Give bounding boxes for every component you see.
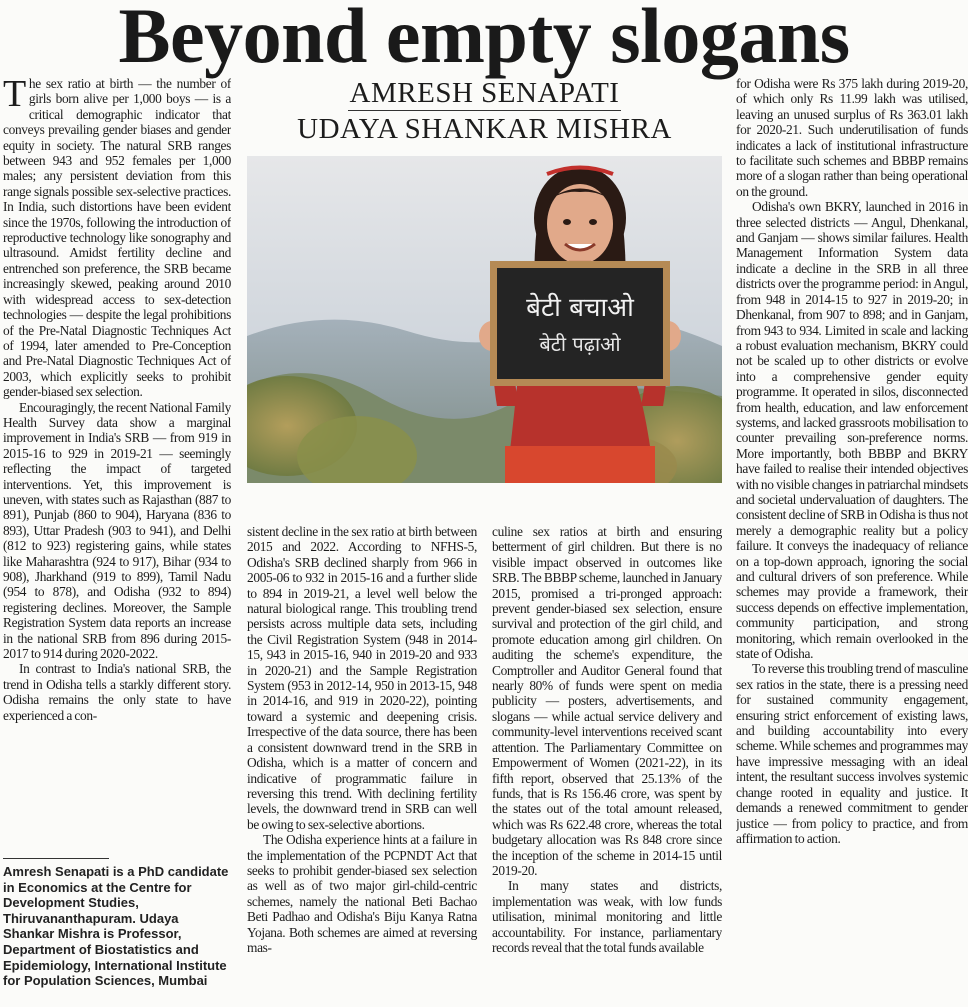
article-column-4 xyxy=(736,76,968,1007)
paragraph-text: he sex ratio at birth — the number of girls born alive per 1,000 boys — is a critical demographic indicator that conveys prevailing gender biases and gender equity in society. The natural SRB ranges between 943 and 952 females per 1,000 males; any persistent deviation from this range signals possible sex-selective practices. In India, such distortions have been evident since the 1970s, following the introduction of reproductive technology like sonography and ultrasound. Amidst fertility decline and entrenched son preference, the SRB became increasingly skewed, peaking around 2010 with widespread access to sex-detection technologies — despite the legal prohibitions of the Pre-Natal Diagnostic Techniques Act of 1994, later amended to Pre-Conception and Pre-Natal Diagnostic Techniques Act of 2003, which explicitly seeks to prohibit gender-biased sex selection. xyxy=(3,76,231,400)
article-photo xyxy=(247,156,722,483)
slate-text-line2: बेटी पढ़ाओ xyxy=(539,332,621,356)
girl-with-slate-photo xyxy=(247,156,722,483)
paragraph: Odisha's own BKRY, launched in 2016 in three selected districts — Angul, Dhenkanal, and Ganjam — shows similar failures. Health Management Information System data indicate a decline in the SRB in all three districts over the programme period: in Angul, from 948 in 2014-15 to 927 in 2019-20; in Dhenkanal, from 907 to 898; and in Ganjam, from 943 to 934. Limited in scale and lacking a robust evaluation mechanism, BKRY could not be scaled up to other districts or evolve into a comprehensive gender equity programme. It operated in silos, disconnected from health, education, and law enforcement systems, and lacked grassroots mobilisation to counter prevailing son-preference norms. More importantly, both BBBP and BKRY have failed to realise their intended objectives with no visible changes in patriarchal mindsets and societal undervaluation of daughters. The consistent decline of SRB in Odisha is thus not merely a demographic reality but a policy failure. It conveys the inadequacy of reliance on a top-down approach, ignoring the social and cultural drivers of son preference. While schemes may provide a framework, their success depends on effective implementation, community participation, and strong monitoring, which remain overlooked in the state of Odisha. xyxy=(736,199,968,662)
paragraph: The Odisha experience hints at a failure in the implementation of the PCPNDT Act that seeks to prohibit gender-biased sex selection as well as of two major girl-child-centric schemes, namely the national Beti Bachao Beti Padhao and Odisha's Biju Kanya Ratna Yojana. Both schemes are aimed at reversing mas- xyxy=(247,832,477,955)
paragraph: To reverse this troubling trend of masculine sex ratios in the state, there is a pressing need for sustained community engagement, ensuring strict enforcement of existing laws, and building accountability into every scheme. While schemes and programmes may have impressive messaging with an ideal intent, the resultant success involves systemic change rooted in equality and justice. It demands a renewed commitment to gender justice — from policy to practice, and from affirmation to action. xyxy=(736,661,968,846)
paragraph xyxy=(3,76,231,400)
author-bio: Amresh Senapati is a PhD candidate in Economics at the Centre for Development Studies, Thiruvananthapuram. Udaya Shankar Mishra is Professor, Department of Biostatistics and Epidemiology, International Institute for Population Sciences, Mumbai xyxy=(3,864,229,989)
paragraph: culine sex ratios at birth and ensuring betterment of girl children. But there is no visible impact observed in outcomes like SRB. The BBBP scheme, launched in January 2015, promised a tri-pronged approach: prevent gender-biased sex selection, ensure survival and protection of the girl child, and promote education among girl children. On auditing the scheme's expenditure, the Comptroller and Auditor General found that nearly 80% of funds were spent on media publicity — posters, advertisements, and slogans — while actual service delivery and community-level interventions received scant attention. The Parliamentary Committee on Empowerment of Women (2021-22), in its fifth report, observed that 25.13% of the funds, that is Rs 156.46 crore, was spent by the states out of the total amount released, which was Rs 622.48 crore, whereas the total budgetary allocation was Rs 848 crore since the inception of the scheme in 2014-15 until 2019-20. xyxy=(492,524,722,878)
paragraph: for Odisha were Rs 375 lakh during 2019-20, of which only Rs 11.99 lakh was utilised, leaving an unused surplus of Rs 363.01 lakh for 2020-21. Such underutilisation of funds indicates a lack of institutional infrastructure to facilitate such schemes and BBBP remains more of a slogan rather than being operational on the ground. xyxy=(736,76,968,199)
article-column-2 xyxy=(247,524,477,1007)
author-name: UDAYA SHANKAR MISHRA xyxy=(297,113,672,145)
slate-text-line1: बेटी बचाओ xyxy=(526,293,634,323)
paragraph: In contrast to India's national SRB, the trend in Odisha tells a starkly different story. Odisha remains the only state to have experienced a con- xyxy=(3,661,231,723)
article-column-3 xyxy=(492,524,722,1007)
headline: Beyond empty slogans xyxy=(118,0,850,79)
drop-cap: T xyxy=(3,76,26,115)
paragraph: Encouragingly, the recent National Family Health Survey data show a marginal improvement in India's SRB — from 919 in 2015-16 to 929 in 2019-21 — seemingly reflecting the impact of targeted interventions. Yet, this improvement is uneven, with states such as Rajasthan (887 to 891), Punjab (860 to 904), Haryana (836 to 893), Uttar Pradesh (903 to 941), and Delhi (812 to 923) registering gains, while states like Maharashtra (924 to 917), Bihar (934 to 908), Jharkhand (919 to 899), Tamil Nadu (954 to 878), and Odisha (932 to 894) registering declines. Moreover, the Sample Registration System data reports an increase in the national SRB from 896 during 2015-2017 to 914 during 2020-2022. xyxy=(3,399,231,662)
author-name: AMRESH SENAPATI xyxy=(349,77,620,109)
byline-block xyxy=(247,76,722,147)
paragraph: sistent decline in the sex ratio at birth between 2015 and 2022. According to NFHS-5, Odisha's SRB declined sharply from 966 in 2005-06 to 932 in 2015-16 and a further slide to 894 in 2019-21, a level well below the natural biological range. This troubling trend persists across multiple data sets, including the Civil Registration System (948 in 2014-15, 943 in 2015-16, 940 in 2019-20 and 933 in 2020-21) and the Sample Registration System (953 in 2012-14, 950 in 2013-15, 948 in 2014-16, and 919 in 2020-22), pointing toward a systemic and deepening crisis. Irrespective of the data source, there has been a consistent downward trend in the SRB in Odisha, which is a matter of concern and indicative of programmatic failure in reversing this trend. With declining fertility levels, the downward trend in SRB can well be owing to sex-selective abortions. xyxy=(247,524,477,832)
paragraph: In many states and districts, implementation was weak, with low funds utilisation, minimal monitoring and little accountability. For instance, parliamentary records reveal that the total funds available xyxy=(492,878,722,955)
bio-divider xyxy=(3,858,109,859)
article-column-1 xyxy=(3,76,231,850)
